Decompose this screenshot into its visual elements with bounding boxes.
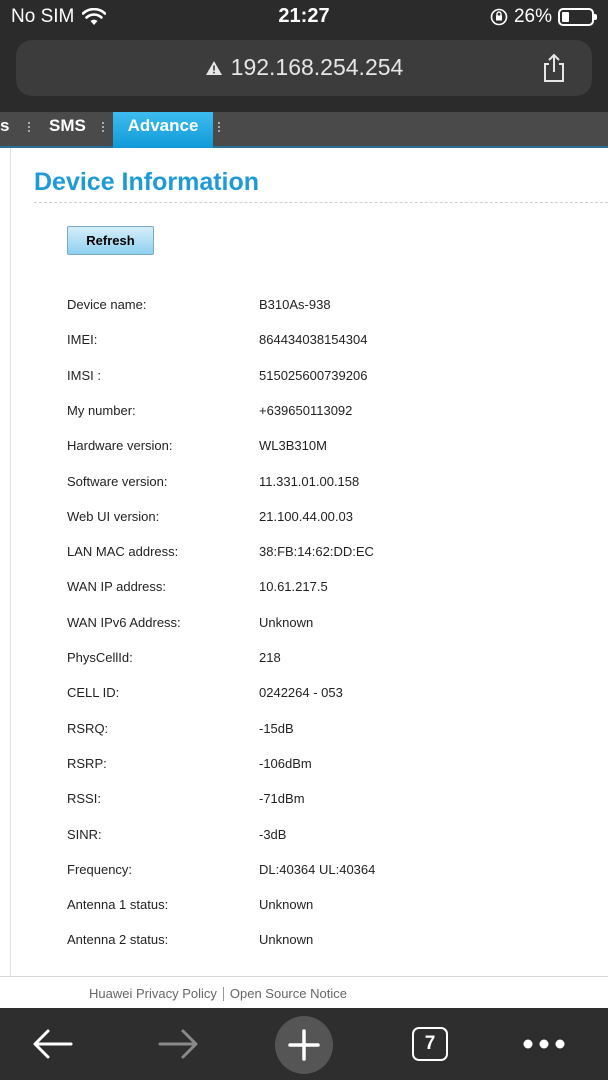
- carrier-label: No SIM: [11, 6, 75, 27]
- nav-separator: [28, 122, 30, 134]
- info-row: [0, 897, 608, 927]
- new-tab-button[interactable]: [275, 1016, 333, 1074]
- info-label: Antenna 1 status:: [67, 897, 169, 913]
- info-value: Unknown: [259, 614, 314, 630]
- info-label: Software version:: [67, 473, 168, 489]
- info-row: [0, 332, 608, 362]
- url-display[interactable]: [16, 54, 592, 81]
- share-icon[interactable]: [540, 52, 568, 84]
- orientation-lock-icon: [490, 8, 508, 26]
- open-source-notice-link[interactable]: Open Source Notice: [229, 986, 347, 1001]
- info-row: [0, 862, 608, 892]
- info-label: WAN IP address:: [67, 579, 166, 595]
- info-label: LAN MAC address:: [67, 544, 179, 560]
- info-label: SINR:: [67, 826, 102, 842]
- info-label: My number:: [67, 402, 136, 418]
- forward-arrow-icon: [158, 1028, 200, 1060]
- info-label: PhysCellId:: [67, 650, 133, 665]
- info-row: [0, 827, 608, 857]
- status-time: 21:27: [278, 5, 330, 27]
- info-label: IMEI:: [67, 332, 98, 348]
- info-value: 10.61.217.5: [259, 579, 328, 595]
- info-value: 21.100.44.00.03: [259, 508, 353, 524]
- info-label: Device name:: [67, 297, 147, 312]
- nav-item-sms[interactable]: SMS: [49, 116, 86, 135]
- info-row: [0, 721, 608, 751]
- info-row: [0, 615, 608, 645]
- info-value: Unknown: [259, 897, 314, 913]
- info-value: -71dBm: [259, 791, 305, 807]
- url-text: 192.168.254.254: [230, 54, 404, 80]
- page-footer: [0, 976, 608, 1008]
- info-value: 515025600739206: [259, 367, 368, 383]
- info-label: Antenna 2 status:: [67, 932, 169, 948]
- address-bar[interactable]: [16, 40, 592, 96]
- new-tab-plus-icon: [287, 1028, 321, 1062]
- nav-separator: [218, 122, 220, 134]
- page-title: Device Information: [34, 168, 260, 196]
- info-value: -106dBm: [259, 755, 312, 771]
- info-value: 38:FB:14:62:DD:EC: [259, 544, 374, 560]
- warning-icon: [205, 60, 223, 76]
- info-row: [0, 791, 608, 821]
- info-row: [0, 474, 608, 504]
- info-row: [0, 297, 608, 327]
- info-value: 218: [259, 650, 281, 665]
- info-label: Web UI version:: [67, 508, 160, 524]
- info-row: [0, 756, 608, 786]
- info-label: WAN IPv6 Address:: [67, 614, 181, 630]
- info-label: RSRQ:: [67, 720, 109, 736]
- tab-switcher-icon: 7: [412, 1027, 448, 1061]
- nav-item-partial[interactable]: s: [0, 116, 10, 135]
- info-row: [0, 685, 608, 715]
- footer-links: [89, 986, 347, 1001]
- info-value: 864434038154304: [259, 332, 368, 348]
- privacy-policy-link[interactable]: Huawei Privacy Policy: [89, 986, 217, 1001]
- info-label: RSSI:: [67, 791, 101, 807]
- nav-separator: [102, 122, 104, 134]
- info-value: Unknown: [259, 932, 314, 948]
- tab-switcher-button[interactable]: [410, 1016, 450, 1072]
- info-value: B310As-938: [259, 297, 331, 312]
- footer-separator: [223, 987, 224, 1001]
- info-value: +639650113092: [259, 402, 353, 418]
- info-value: 0242264 - 053: [259, 685, 343, 701]
- info-row: [0, 579, 608, 609]
- battery-icon: [558, 8, 594, 26]
- info-row: [0, 403, 608, 433]
- info-label: RSRP:: [67, 755, 107, 771]
- info-label: Hardware version:: [67, 438, 173, 454]
- more-icon: [522, 1038, 566, 1050]
- info-value: WL3B310M: [259, 438, 327, 454]
- info-row: [0, 932, 608, 962]
- info-label: Frequency:: [67, 861, 133, 877]
- browser-toolbar: [0, 1008, 608, 1080]
- back-arrow-icon: [31, 1028, 73, 1060]
- status-right: [490, 6, 594, 28]
- info-row: [0, 368, 608, 398]
- back-button[interactable]: [26, 1016, 78, 1072]
- info-label: IMSI :: [67, 367, 101, 383]
- battery-percent: 26%: [513, 6, 552, 27]
- browser-chrome: [0, 0, 608, 112]
- more-button[interactable]: [520, 1016, 568, 1072]
- title-divider: [34, 202, 608, 203]
- nav-item-advance[interactable]: Advance: [113, 112, 213, 148]
- info-label: CELL ID:: [67, 685, 120, 701]
- info-row: [0, 438, 608, 468]
- info-row: [0, 544, 608, 574]
- info-row: [0, 509, 608, 539]
- info-value: -15dB: [259, 720, 294, 736]
- forward-button[interactable]: [153, 1016, 205, 1072]
- info-value: DL:40364 UL:40364: [259, 861, 376, 877]
- site-nav: [0, 112, 608, 148]
- info-row: [0, 650, 608, 680]
- main-content: [0, 148, 608, 976]
- info-value: -3dB: [259, 826, 287, 842]
- status-bar: [0, 0, 608, 34]
- info-value: 11.331.01.00.158: [259, 473, 360, 489]
- refresh-button[interactable]: Refresh: [67, 226, 154, 255]
